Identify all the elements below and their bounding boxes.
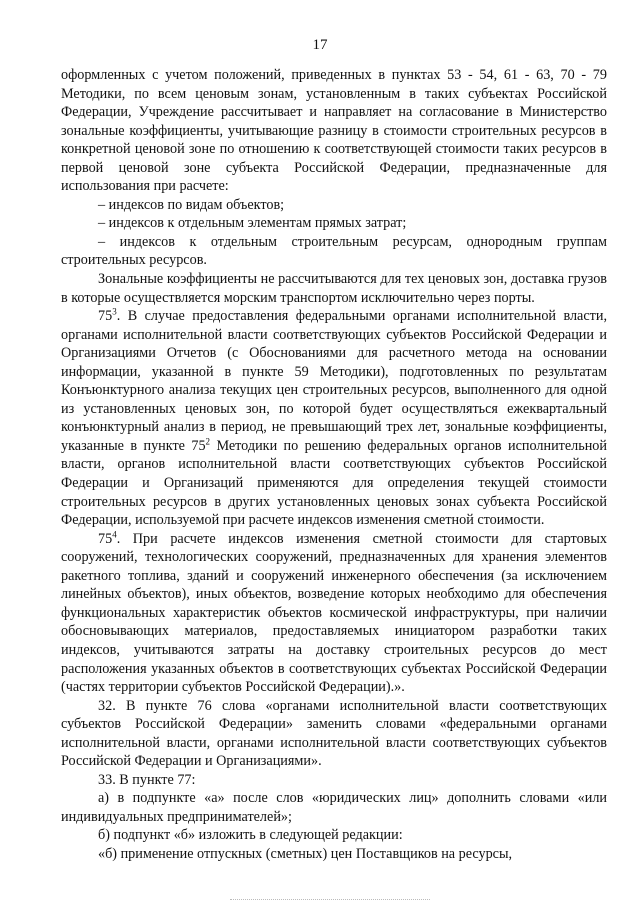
- clause-superscript: 4: [112, 528, 117, 539]
- paragraph-33: 33. В пункте 77:: [98, 771, 196, 788]
- clause-superscript: 3: [112, 306, 117, 317]
- clause-number: 75: [98, 308, 113, 325]
- paragraph-33-b: б) подпункт «б» изложить в следующей редакции:: [98, 827, 403, 844]
- clause-text: . При расчете индексов изменения сметной стоимости для стартовых сооружений, технологических сооружений, предназначенных для хранения элементов ракетного топлива, зданий и сооружений инженерного обеспечения (за исключением линейных объектов), иных объектов, возведение которых необходимо для обеспечения функциональных характеристик объектов космической инфраструктуры, при наличии обосновывающих материалов, предоставляемых инициатором разработки таких индексов, учитываются затраты на доставку строительных ресурсов до мест расположения указанных объектов в соответствующих субъектах Российской Федерации (частях территории субъектов Российской Федерации).».: [61, 530, 607, 696]
- list-item-building-resources: – индексов к отдельным строительным ресурсам, однородным группам строительных ресурсов.: [61, 233, 607, 269]
- list-item-direct-costs: – индексов к отдельным элементам прямых затрат;: [98, 215, 407, 232]
- paragraph-continuation: оформленных с учетом положений, приведенных в пунктах 53 - 54, 61 - 63, 70 - 79 Методики, по всем ценовым зонам, установленным в таких субъектах Российской Федерации, Учреждение рассчитывает и направляет на согласование в Министерство зональные коэффициенты, учитывающие разницу в стоимости строительных ресурсов в конкретной ценовой зоне по отношению к соответствующей стоимости таких ресурсов в первой ценовой зоне субъекта Российской Федерации, предназначенные для использования при расчете:: [61, 67, 607, 195]
- paragraph-33-a: а) в подпункте «а» после слов «юридических лиц» дополнить словами «или индивидуальных предпринимателей»;: [61, 790, 607, 825]
- paragraph-zonal-coefficients: Зональные коэффициенты не рассчитываются для тех ценовых зон, доставка грузов в которые осуществляется морским транспортом исключительно через порты.: [61, 271, 607, 306]
- clause-text-part-2: Методики по решению федеральных органов исполнительной власти, органов исполнительной власти соответствующих субъектов Российской Федерации и Организаций применяются для определения текущей стоимости строительных ресурсов в других установленных ценовых зонах субъекта Российской Федерации, используемой при расчете индексов изменения сметной стоимости.: [61, 437, 607, 529]
- page-number: 17: [312, 37, 328, 53]
- reference-superscript: 2: [205, 436, 211, 447]
- list-item-object-types: – индексов по видам объектов;: [98, 196, 285, 213]
- scan-edge-divider: [230, 899, 430, 900]
- paragraph-75-3: [61, 307, 607, 530]
- document-body: [61, 66, 607, 864]
- paragraph-33-b-text: «б) применение отпускных (сметных) цен Поставщиков на ресурсы,: [98, 845, 513, 862]
- paragraph-32: 32. В пункте 76 слова «органами исполнительной власти соответствующих субъектов Российской Федерации» заменить словами «федеральными органами исполнительной власти, органами исполнительной власти соответствующих субъектов Российской Федерации и Организациями».: [61, 697, 607, 770]
- clause-text-part-1: . В случае предоставления федеральными органами исполнительной власти, органами исполнительной власти соответствующих субъектов Российской Федерации и Организациями Отчетов (с Обоснованиями для расчетного метода на основании информации, указанной в пункте 59 Методики), подготовленных по результатам Конъюнктурного анализа текущих цен строительных ресурсов, выполненного для одной из установленных ценовых зон, по которой будет осуществляться ежеквартальный конъюнктурный анализ в период, не превышающий трех лет, зональные коэффициенты, указанные в пункте 75: [61, 308, 607, 454]
- paragraph-75-4: [61, 530, 607, 697]
- clause-number: 75: [98, 530, 113, 547]
